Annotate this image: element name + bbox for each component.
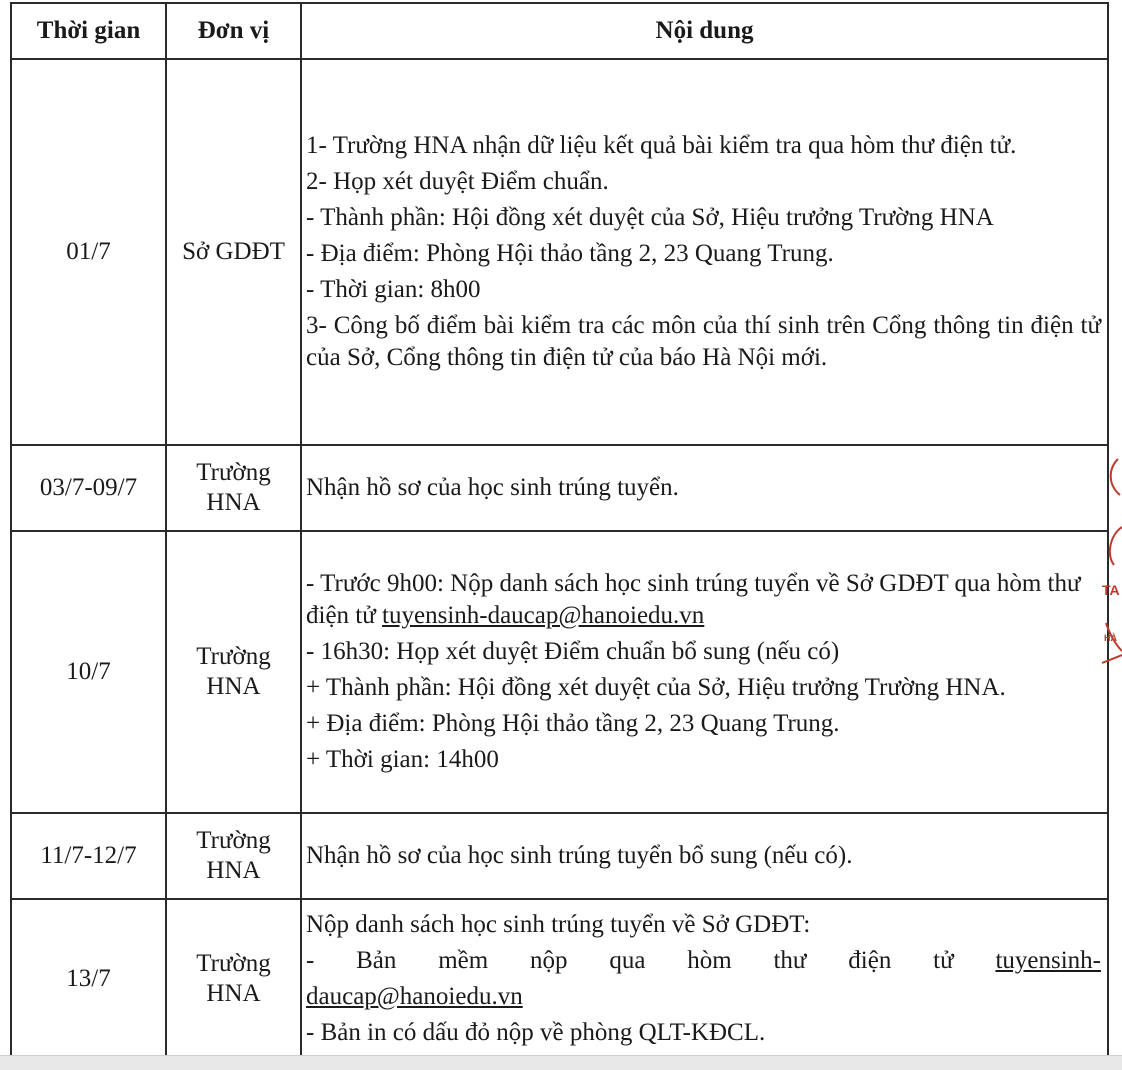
content-line: Nhận hồ sơ của học sinh trúng tuyển bổ sung (nếu có). — [306, 842, 853, 869]
unit-line: Trường — [196, 459, 271, 486]
row-time: 11/7-12/7 — [11, 813, 166, 899]
admission-schedule-table — [10, 2, 1109, 1060]
header-unit: Đơn vị — [166, 3, 301, 59]
content-line: + Thành phần: Hội đồng xét duyệt của Sở, Hiệu trưởng Trường HNA. — [306, 674, 1006, 701]
header-content: Nội dung — [301, 3, 1108, 59]
content-line: - 16h30: Họp xét duyệt Điểm chuẩn bổ sung (nếu có) — [306, 638, 840, 665]
row-content — [301, 445, 1108, 531]
row-unit — [166, 899, 301, 1059]
row-unit — [166, 531, 301, 813]
unit-line: Sở GDĐT — [182, 238, 285, 265]
row-unit — [166, 445, 301, 531]
row-content — [301, 59, 1108, 445]
content-line: Nhận hồ sơ của học sinh trúng tuyển. — [306, 474, 679, 501]
row-time: 03/7-09/7 — [11, 445, 166, 531]
unit-line: HNA — [206, 980, 261, 1007]
content-line: 3- Công bố điểm bài kiểm tra các môn của thí sinh trên Cổng thông tin điện tử của Sở, Cổng thông tin điện tử của báo Hà Nội mới. — [306, 312, 1101, 371]
unit-line: Trường — [196, 950, 271, 977]
unit-line: HNA — [206, 489, 261, 516]
content-line: - Bản in có dấu đỏ nộp về phòng QLT-KĐCL. — [306, 1019, 766, 1046]
row-time: 01/7 — [11, 59, 166, 445]
email-link-part-2[interactable]: daucap@hanoiedu.vn — [306, 983, 523, 1010]
table-row — [11, 531, 1108, 813]
table-row — [11, 59, 1108, 445]
content-line: + Thời gian: 14h00 — [306, 746, 499, 773]
row-time: 10/7 — [11, 531, 166, 813]
red-stamp-edge — [1100, 455, 1122, 675]
table-header-row — [11, 3, 1108, 59]
unit-line: HNA — [206, 673, 261, 700]
content-line: Nộp danh sách học sinh trúng tuyển về Sở GDĐT: — [306, 911, 811, 938]
viewer-bottom-bar — [0, 1055, 1122, 1070]
email-link-part-1[interactable]: tuyensinh- — [995, 947, 1101, 974]
content-line — [306, 981, 1101, 1013]
content-line — [306, 945, 1101, 977]
unit-line: Trường — [196, 827, 271, 854]
row-content — [301, 899, 1108, 1059]
table-row — [11, 445, 1108, 531]
row-unit — [166, 813, 301, 899]
svg-text:TA: TA — [1102, 582, 1120, 598]
content-line: - Thời gian: 8h00 — [306, 276, 481, 303]
email-link[interactable]: tuyensinh-daucap@hanoiedu.vn — [382, 602, 705, 629]
content-line: + Địa điểm: Phòng Hội thảo tầng 2, 23 Quang Trung. — [306, 710, 840, 737]
table-row — [11, 899, 1108, 1059]
content-line: 1- Trường HNA nhận dữ liệu kết quả bài kiểm tra qua hòm thư điện tử. — [306, 132, 1017, 159]
header-time: Thời gian — [11, 3, 166, 59]
content-line: - Địa điểm: Phòng Hội thảo tầng 2, 23 Quang Trung. — [306, 240, 834, 267]
row-content — [301, 531, 1108, 813]
unit-line: Trường — [196, 643, 271, 670]
row-unit — [166, 59, 301, 445]
content-line — [306, 568, 1101, 632]
unit-line: HNA — [206, 857, 261, 884]
stamp-mark-icon — [1100, 455, 1122, 675]
row-time: 13/7 — [11, 899, 166, 1059]
content-line: - Thành phần: Hội đồng xét duyệt của Sở, Hiệu trưởng Trường HNA — [306, 204, 994, 231]
table-row — [11, 813, 1108, 899]
row-content — [301, 813, 1108, 899]
content-text: - Trước 9h00: Nộp danh sách học sinh trúng tuyển về Sở GDĐT qua hòm thư điện tử — [306, 570, 1081, 629]
content-text: - Bản mềm nộp qua hòm thư điện tử — [306, 947, 954, 974]
content-line: 2- Họp xét duyệt Điểm chuẩn. — [306, 168, 609, 195]
svg-text:HÀ: HÀ — [1104, 633, 1117, 643]
